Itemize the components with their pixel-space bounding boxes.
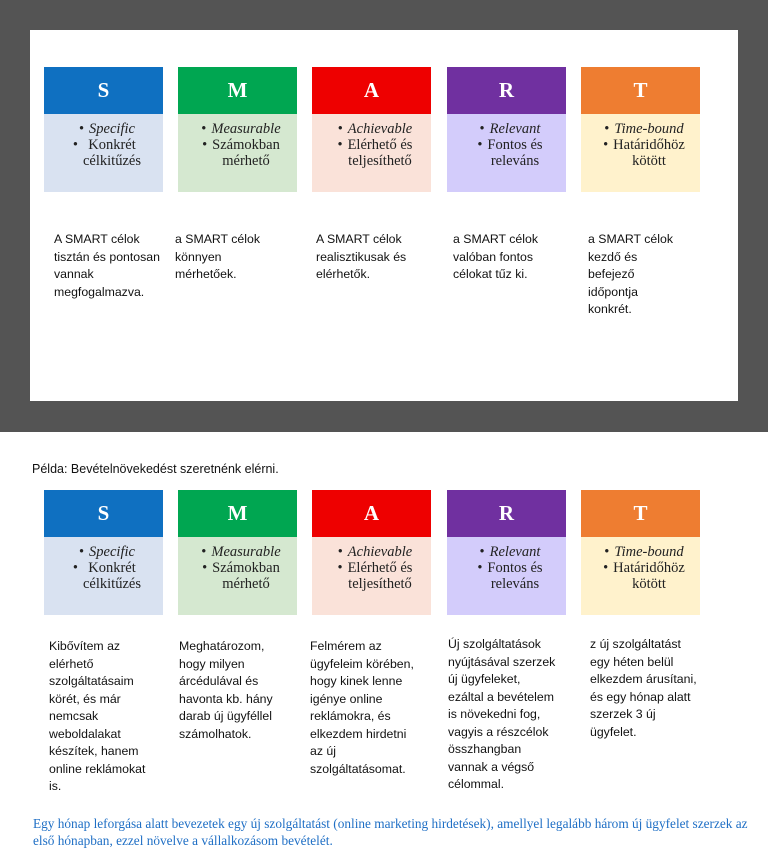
card-english: Achievable [347, 121, 413, 137]
card-body: • Relevant • Fontos és releváns [447, 114, 566, 192]
card-hungarian: Számokban mérhető [212, 137, 280, 169]
smart-card-r-top [447, 67, 566, 192]
card-letter: T [581, 490, 700, 537]
definition-m: a SMART célok könnyen mérhetőek. [175, 232, 260, 281]
card-english: Relevant [489, 544, 541, 560]
card-body: • Achievable • Elérhető és teljesíthető [312, 537, 431, 615]
card-body: • Measurable • Számokban mérhető [178, 114, 297, 192]
example-m: Meghatározom, hogy milyen árcédulával és havonta kb. hány darab új ügyféllel számolhatok. [179, 639, 273, 741]
card-body: • Time-bound • Határidőhöz kötött [581, 114, 700, 192]
definition-s: A SMART célok tisztán és pontosan vannak megfogalmazva. [54, 232, 160, 299]
card-letter: R [447, 490, 566, 537]
card-hungarian: Konkrét célkitűzés [83, 560, 141, 592]
card-hungarian: Számokban mérhető [212, 560, 280, 592]
card-hungarian: Határidőhöz kötött [613, 137, 685, 169]
card-english: Specific [89, 544, 135, 560]
example-title: Példa: Bevételnövekedést szeretnénk elérni. [32, 462, 279, 476]
card-letter: M [178, 67, 297, 114]
card-body: • Specific • Konkrét célkitűzés [44, 537, 163, 615]
definition-t: a SMART célok kezdő és befejező időpontja konkrét. [588, 232, 673, 316]
smart-card-a-bottom [312, 490, 431, 615]
card-body: • Relevant • Fontos és releváns [447, 537, 566, 615]
definition-a: A SMART célok realisztikusak és elérhetők. [316, 232, 407, 281]
smart-card-t-top [581, 67, 700, 192]
card-english: Relevant [489, 121, 541, 137]
smart-card-m-bottom [178, 490, 297, 615]
smart-card-t-bottom [581, 490, 700, 615]
smart-card-a-top [312, 67, 431, 192]
example-r: Új szolgáltatások nyújtásával szerzek új ügyfeleket, ezáltal a bevételem is növekedni fog, vagyis a részcélok összhangban vannak a végső célommal. [448, 637, 556, 791]
example-t: z új szolgáltatást egy héten belül elkezdem árusítani, és egy hónap alatt szerzek 3 új ügyfelet. [590, 637, 697, 739]
card-letter: S [44, 490, 163, 537]
card-letter: M [178, 490, 297, 537]
card-hungarian: Konkrét célkitűzés [83, 137, 141, 169]
card-letter: A [312, 490, 431, 537]
card-letter: S [44, 67, 163, 114]
card-english: Measurable [211, 544, 281, 560]
card-letter: T [581, 67, 700, 114]
card-english: Time-bound [614, 544, 684, 560]
smart-card-s-top [44, 67, 163, 192]
top-image-frame [0, 0, 768, 432]
example-a: Felmérem az ügyfeleim körében, hogy kinek lenne igénye online reklámokra, és elkezdem hirdetni az új szolgáltatásomat. [310, 639, 414, 776]
card-hungarian: Fontos és releváns [487, 560, 543, 592]
example-s: Kibővítem az elérhető szolgáltatásaim körét, és már nemcsak weboldalakat készítek, hanem online reklámokat is. [49, 639, 146, 793]
card-hungarian: Elérhető és teljesíthető [347, 137, 413, 169]
card-letter: A [312, 67, 431, 114]
card-hungarian: Fontos és releváns [487, 137, 543, 169]
smart-card-r-bottom [447, 490, 566, 615]
summary-text: Egy hónap leforgása alatt bevezetek egy új szolgáltatást (online marketing hirdetések), amellyel legalább három új ügyfelet szerzek az első hónapban, ezzel növelve a vállalkozásom bevételét. [33, 816, 748, 848]
definition-r: a SMART célok valóban fontos célokat tűz ki. [453, 232, 538, 281]
smart-card-s-bottom [44, 490, 163, 615]
card-english: Measurable [211, 121, 281, 137]
card-english: Time-bound [614, 121, 684, 137]
card-letter: R [447, 67, 566, 114]
card-body: • Time-bound • Határidőhöz kötött [581, 537, 700, 615]
card-english: Achievable [347, 544, 413, 560]
card-hungarian: Határidőhöz kötött [613, 560, 685, 592]
card-hungarian: Elérhető és teljesíthető [347, 560, 413, 592]
smart-card-m-top [178, 67, 297, 192]
card-body: • Achievable • Elérhető és teljesíthető [312, 114, 431, 192]
card-body: • Specific • Konkrét célkitűzés [44, 114, 163, 192]
card-body: • Measurable • Számokban mérhető [178, 537, 297, 615]
card-english: Specific [89, 121, 135, 137]
